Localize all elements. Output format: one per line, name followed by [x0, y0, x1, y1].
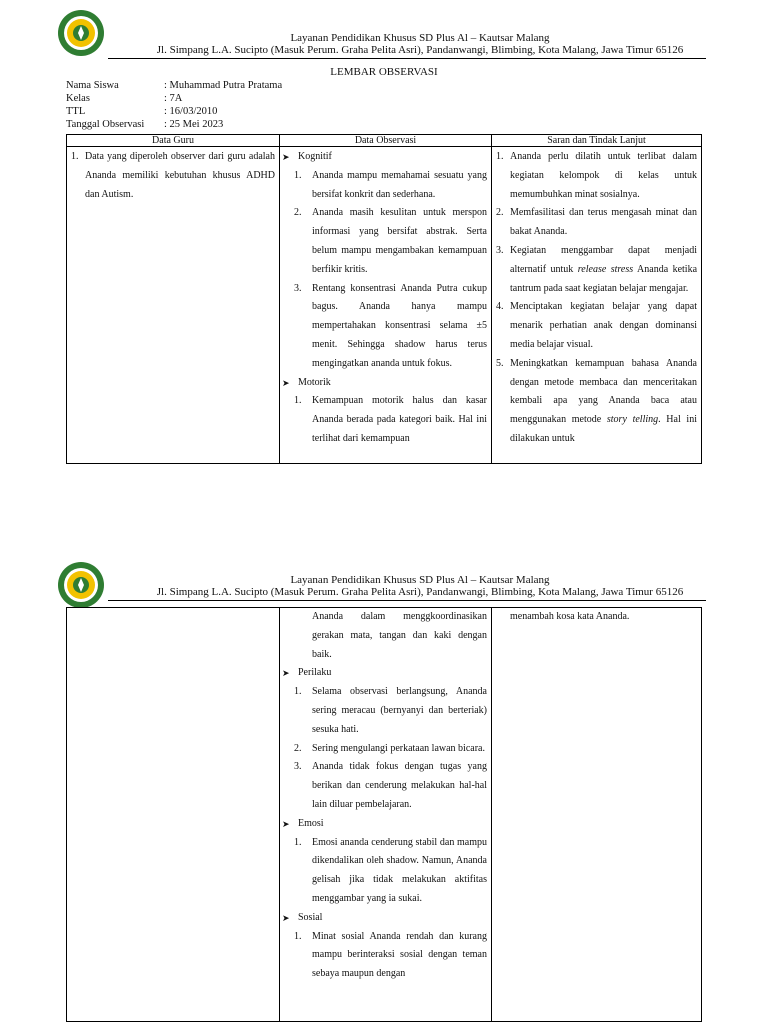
list-text: Ananda dalam menggkoordinasikan gerakan mata, tangan dan kaki dengan baik.: [312, 611, 487, 660]
list-number: 1.: [294, 686, 302, 698]
list-item: [496, 204, 697, 242]
list-number: [294, 608, 312, 664]
list-number: 1.: [294, 930, 302, 942]
list-text: Rentang konsentrasi Ananda Putra cukup bagus. Ananda hanya mampu mempertahakan konsentrasi selama ±5 menit. Sehingga shadow harus terus mengingatkan ananda untuk fokus.: [312, 282, 487, 369]
list-text: Ananda mampu memahamai sesuatu yang bersifat konkrit dan sederhana.: [312, 169, 487, 200]
list-number: 1.: [294, 836, 302, 848]
info-value-ttl: : 16/03/2010: [164, 106, 218, 117]
column-data-guru: [67, 135, 279, 463]
list-item-continued: [496, 608, 697, 627]
arrow-bullet-icon: ➤: [282, 912, 290, 923]
list-item: [294, 392, 487, 448]
list-number: 3.: [294, 282, 302, 294]
info-value-tanggal: : 25 Mei 2023: [164, 119, 224, 130]
list-text: Ananda perlu dilatih untuk terlibat dalam kegiatan kelompok di kelas untuk memumbuhkan minat sosialnya.: [510, 151, 697, 200]
list-item: [294, 683, 487, 739]
list-text: menambah kosa kata Ananda.: [510, 611, 630, 622]
school-emblem-icon: [57, 561, 105, 609]
column-data-guru: [67, 608, 279, 1021]
list-number: 1.: [496, 151, 504, 162]
list-text: Sering mengulangi perkataan lawan bicara.: [312, 742, 485, 754]
column-data-observasi: [279, 135, 491, 463]
list-text: Ananda tidak fokus dengan tugas yang berikan dan cenderung melakukan hal-hal lain diluar pembelajaran.: [312, 761, 487, 810]
list-item: [496, 148, 697, 204]
school-emblem-icon: [57, 9, 105, 57]
list-number: 1.: [294, 395, 302, 407]
list-number: 5.: [496, 357, 504, 369]
list-text: Memfasilitasi dan terus mengasah minat dan bakat Ananda.: [510, 207, 697, 238]
document-page-1: [0, 0, 768, 470]
observation-table-continued: [66, 607, 702, 1022]
list-text: Selama observasi berlangsung, Ananda sering meracau (bernyanyi dan berteriak) sesuka hati.: [312, 686, 487, 735]
section-heading-motorik: ➤ Motorik: [282, 374, 487, 393]
header-address: Jl. Simpang L.A. Sucipto (Masuk Perum. Graha Pelita Asri), Pandanwangi, Blimbing, Kota Malang, Jawa Timur 65126: [156, 586, 684, 598]
list-text: Emosi ananda cenderung stabil dan mampu dikendalikan oleh shadow. Namun, Ananda gelisah jika tidak melakukan aktifitas menggambar yang ia sukai.: [312, 836, 487, 904]
section-heading-sosial: ➤ Sosial: [282, 909, 487, 928]
document-page-2: [0, 552, 768, 1024]
info-label-ttl: TTL: [66, 106, 86, 117]
list-text: Kemampuan motorik halus dan kasar Ananda berada pada kategori baik. Hal ini terlihat dari kemampuan: [312, 395, 487, 444]
list-item: [496, 242, 697, 298]
list-item: [294, 834, 487, 909]
info-label-kelas: Kelas: [66, 93, 90, 104]
header-institution: Layanan Pendidikan Khusus SD Plus Al – Kautsar Malang: [290, 32, 550, 44]
list-number: 2.: [294, 207, 302, 219]
arrow-bullet-icon: ➤: [282, 377, 290, 388]
header-divider: [108, 58, 706, 59]
header-data-observasi: Data Observasi: [280, 135, 491, 147]
document-title: LEMBAR OBSERVASI: [330, 66, 438, 78]
list-number: 2.: [294, 742, 302, 754]
list-text: Meningkatkan kemampuan bahasa Ananda dengan metode membaca dan menceritakan kembali apa yang Ananda baca atau menggunakan metode story telling. Hal ini dilakukan untuk: [510, 357, 697, 444]
list-number: [496, 608, 510, 627]
list-item: [294, 928, 487, 984]
header-address: Jl. Simpang L.A. Sucipto (Masuk Perum. Graha Pelita Asri), Pandanwangi, Blimbing, Kota Malang, Jawa Timur 65126: [156, 44, 684, 56]
header-saran: Saran dan Tindak Lanjut: [492, 135, 701, 147]
header-data-guru: Data Guru: [67, 135, 279, 147]
list-item: [496, 298, 697, 354]
list-text: Menciptakan kegiatan belajar yang dapat menarik perhatian anak dengan dominansi media belajar visual.: [510, 301, 697, 350]
observation-table: [66, 134, 702, 464]
list-text: Kegiatan menggambar dapat menjadi alternatif untuk release stress Ananda ketika tantrum pada saat kegiatan belajar mengajar.: [510, 244, 698, 294]
column-saran: [491, 608, 701, 1021]
list-text: Ananda masih kesulitan untuk merspon informasi yang bersifat abstrak. Serta belum mampu mengambakan kemampuan berfikir kritis.: [312, 207, 487, 275]
arrow-bullet-icon: ➤: [282, 152, 290, 162]
list-item: [294, 167, 487, 205]
info-value-nama: : Muhammad Putra Pratama: [164, 80, 283, 91]
column-saran: [491, 135, 701, 463]
list-item-continued: [294, 608, 487, 664]
list-item: [294, 204, 487, 279]
list-number: 3.: [294, 761, 302, 773]
list-text: Minat sosial Ananda rendah dan kurang mampu berinteraksi sosial dengan teman sebaya maupun dengan: [312, 930, 487, 980]
list-number: 2.: [496, 207, 504, 219]
header-institution: Layanan Pendidikan Khusus SD Plus Al – Kautsar Malang: [290, 574, 550, 586]
info-label-tanggal: Tanggal Observasi: [66, 119, 145, 130]
list-number: 1.: [71, 151, 79, 162]
list-number: 1.: [294, 169, 302, 181]
section-heading-kognitif: ➤ Kognitif: [282, 148, 487, 167]
list-item: [294, 280, 487, 374]
section-heading-emosi: ➤ Emosi: [282, 815, 487, 834]
list-number: 3.: [496, 244, 504, 256]
list-item: [294, 758, 487, 814]
arrow-bullet-icon: ➤: [282, 818, 290, 829]
list-item: [71, 148, 275, 204]
section-heading-perilaku: ➤ Perilaku: [282, 664, 487, 683]
arrow-bullet-icon: ➤: [282, 668, 290, 679]
list-item: [294, 740, 487, 759]
column-data-observasi: [279, 608, 491, 1021]
info-value-kelas: : 7A: [164, 93, 183, 104]
header-divider: [108, 600, 706, 601]
list-item: [496, 355, 697, 449]
list-number: 4.: [496, 301, 504, 313]
info-label-nama: Nama Siswa: [66, 80, 119, 91]
list-text: Data yang diperoleh observer dari guru adalah Ananda memiliki kebutuhan khusus ADHD dan Autism.: [85, 151, 275, 200]
